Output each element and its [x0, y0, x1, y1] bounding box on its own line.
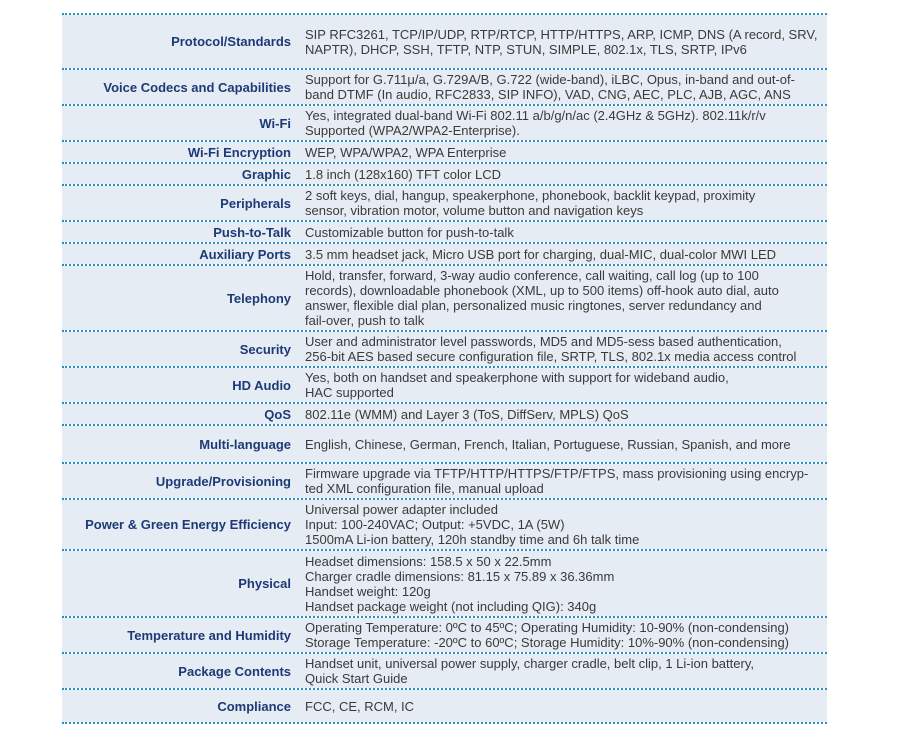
- spec-value: [300, 244, 827, 264]
- spec-row: [62, 222, 827, 244]
- spec-value-line: English, Chinese, German, French, Italian, Portuguese, Russian, Spanish, and more: [305, 436, 791, 452]
- spec-value-line: User and administrator level passwords, MD5 and MD5-sess based authentication,: [305, 334, 782, 349]
- spec-value-line: NAPTR), DHCP, SSH, TFTP, NTP, STUN, SIMPLE, 802.1x, TLS, SRTP, IPv6: [305, 41, 747, 57]
- spec-row: [62, 164, 827, 186]
- spec-label: Telephony: [62, 266, 300, 330]
- spec-label: Wi-Fi: [62, 106, 300, 140]
- spec-value: [300, 690, 827, 722]
- spec-row: [62, 690, 827, 724]
- spec-row: [62, 464, 827, 500]
- spec-row: [62, 244, 827, 266]
- spec-label: Package Contents: [62, 654, 300, 688]
- spec-value-line: 2 soft keys, dial, hangup, speakerphone, phonebook, backlit keypad, proximity: [305, 188, 756, 203]
- spec-label: HD Audio: [62, 368, 300, 402]
- spec-row: [62, 266, 827, 332]
- spec-value-line: band DTMF (In audio, RFC2833, SIP INFO), VAD, CNG, AEC, PLC, AJB, AGC, ANS: [305, 87, 791, 102]
- spec-value-line: Hold, transfer, forward, 3-way audio conference, call waiting, call log (up to 100: [305, 268, 759, 283]
- spec-value-line: FCC, CE, RCM, IC: [305, 698, 415, 714]
- spec-value-line: Universal power adapter included: [305, 502, 498, 517]
- spec-value: [300, 164, 827, 184]
- spec-label: Graphic: [62, 164, 300, 184]
- spec-value: [300, 654, 827, 688]
- spec-value: [300, 186, 827, 220]
- spec-label: Peripherals: [62, 186, 300, 220]
- spec-value-line: Headset dimensions: 158.5 x 50 x 22.5mm: [305, 553, 552, 569]
- spec-row: [62, 332, 827, 368]
- spec-value-line: ted XML configuration file, manual upload: [305, 481, 544, 496]
- spec-label: Multi-language: [62, 426, 300, 462]
- spec-label: Compliance: [62, 690, 300, 722]
- spec-table: [62, 13, 827, 724]
- spec-value-line: Firmware upgrade via TFTP/HTTP/HTTPS/FTP/FTPS, mass provisioning using encryp-: [305, 466, 809, 481]
- spec-value: [300, 106, 827, 140]
- spec-row: [62, 500, 827, 551]
- spec-value-line: 802.11e (WMM) and Layer 3 (ToS, DiffServ, MPLS) QoS: [305, 406, 629, 422]
- spec-value-line: 1.8 inch (128x160) TFT color LCD: [305, 166, 502, 182]
- spec-value: [300, 332, 827, 366]
- spec-value: [300, 551, 827, 616]
- spec-label: QoS: [62, 404, 300, 424]
- spec-value: [300, 142, 827, 162]
- spec-label: Auxiliary Ports: [62, 244, 300, 264]
- spec-label: Temperature and Humidity: [62, 618, 300, 652]
- spec-row: [62, 70, 827, 106]
- spec-value-line: WEP, WPA/WPA2, WPA Enterprise: [305, 144, 507, 160]
- spec-value-line: Supported (WPA2/WPA2-Enterprise).: [305, 123, 520, 138]
- spec-label: Upgrade/Provisioning: [62, 464, 300, 498]
- spec-label: Security: [62, 332, 300, 366]
- spec-row: [62, 368, 827, 404]
- spec-label: Wi-Fi Encryption: [62, 142, 300, 162]
- spec-value: [300, 15, 827, 68]
- spec-row: [62, 551, 827, 618]
- spec-row: [62, 106, 827, 142]
- spec-value-line: Charger cradle dimensions: 81.15 x 75.89 x 36.36mm: [305, 568, 615, 584]
- spec-row: [62, 186, 827, 222]
- spec-value-line: SIP RFC3261, TCP/IP/UDP, RTP/RTCP, HTTP/HTTPS, ARP, ICMP, DNS (A record, SRV,: [305, 26, 818, 42]
- spec-value-line: fail-over, push to talk: [305, 313, 425, 328]
- spec-value-line: Customizable button for push-to-talk: [305, 224, 514, 240]
- spec-value-line: records), downloadable phonebook (XML, up to 500 items) off-hook auto dial, auto: [305, 283, 779, 298]
- spec-value: [300, 618, 827, 652]
- spec-value-line: HAC supported: [305, 385, 394, 400]
- spec-value-line: Yes, both on handset and speakerphone with support for wideband audio,: [305, 370, 729, 385]
- spec-value-line: Handset weight: 120g: [305, 583, 431, 599]
- spec-row: [62, 15, 827, 70]
- spec-row: [62, 618, 827, 654]
- spec-value: [300, 500, 827, 549]
- spec-value-line: Operating Temperature: 0ºC to 45ºC; Operating Humidity: 10-90% (non-condensing): [305, 620, 790, 635]
- spec-value-line: answer, flexible dial plan, personalized music ringtones, server redundancy and: [305, 298, 762, 313]
- spec-label: Protocol/Standards: [62, 15, 300, 68]
- spec-value: [300, 464, 827, 498]
- spec-value: [300, 266, 827, 330]
- spec-value-line: 3.5 mm headset jack, Micro USB port for charging, dual-MIC, dual-color MWI LED: [305, 246, 777, 262]
- spec-value-line: Handset package weight (not including QIG): 340g: [305, 598, 597, 614]
- spec-label: Physical: [62, 551, 300, 616]
- spec-row: [62, 426, 827, 464]
- spec-value-line: Input: 100-240VAC; Output: +5VDC, 1A (5W): [305, 517, 565, 532]
- spec-value-line: Storage Temperature: -20ºC to 60ºC; Storage Humidity: 10%-90% (non-condensing): [305, 635, 790, 650]
- spec-value: [300, 222, 827, 242]
- spec-label: Voice Codecs and Capabilities: [62, 70, 300, 104]
- spec-value-line: Quick Start Guide: [305, 671, 408, 686]
- spec-value: [300, 70, 827, 104]
- spec-label: Push-to-Talk: [62, 222, 300, 242]
- spec-row: [62, 654, 827, 690]
- spec-value-line: Yes, integrated dual-band Wi-Fi 802.11 a/b/g/n/ac (2.4GHz & 5GHz). 802.11k/r/v: [305, 108, 766, 123]
- spec-value-line: sensor, vibration motor, volume button and navigation keys: [305, 203, 644, 218]
- spec-value: [300, 404, 827, 424]
- spec-value: [300, 368, 827, 402]
- spec-value-line: 1500mA Li-ion battery, 120h standby time and 6h talk time: [305, 532, 640, 547]
- spec-value-line: Support for G.711μ/a, G.729A/B, G.722 (wide-band), iLBC, Opus, in-band and out-of-: [305, 72, 795, 87]
- spec-row: [62, 142, 827, 164]
- spec-value: [300, 426, 827, 462]
- spec-value-line: Handset unit, universal power supply, charger cradle, belt clip, 1 Li-ion battery,: [305, 656, 754, 671]
- spec-value-line: 256-bit AES based secure configuration file, SRTP, TLS, 802.1x media access control: [305, 349, 797, 364]
- spec-row: [62, 404, 827, 426]
- spec-label: Power & Green Energy Efficiency: [62, 500, 300, 549]
